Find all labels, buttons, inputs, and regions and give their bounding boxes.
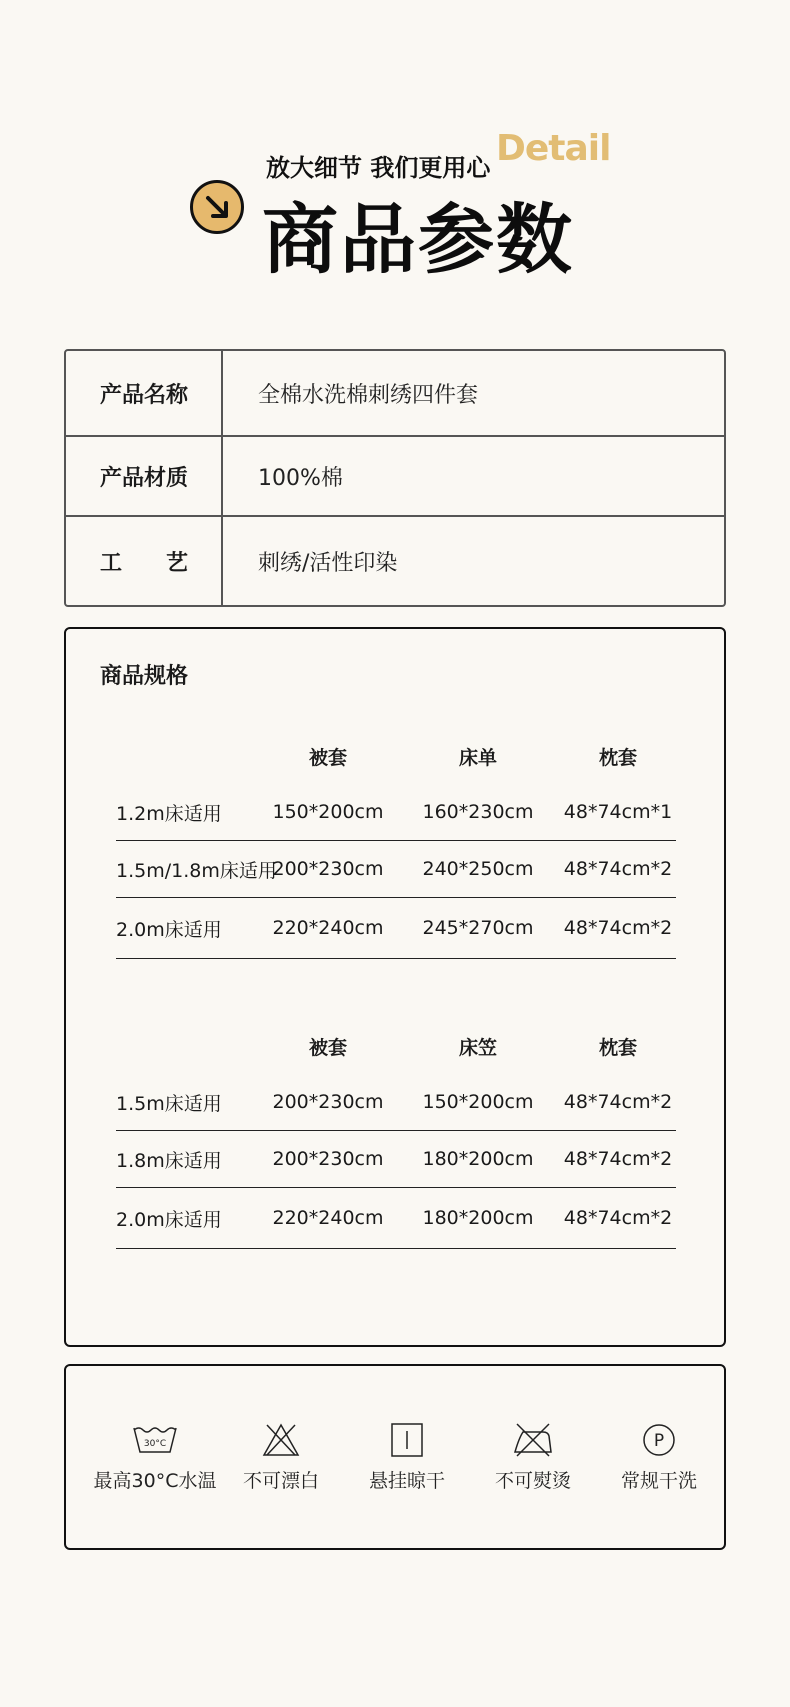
table-row [116, 1188, 676, 1249]
table-cell: 200*230cm [272, 858, 384, 880]
table-cell: 48*74cm*1 [563, 801, 673, 823]
care-label: 最高30°C水温 [93, 1470, 217, 1492]
table-cell: 240*250cm [422, 858, 534, 880]
care-instructions [64, 1364, 726, 1550]
care-label: 不可漂白 [242, 1470, 319, 1492]
care-item-dryclean [594, 1422, 724, 1493]
info-value: 100%棉 [258, 465, 343, 491]
care-item-bleach [216, 1422, 346, 1493]
table-cell: 48*74cm*2 [563, 1148, 673, 1170]
table-cell: 48*74cm*2 [563, 917, 673, 939]
wash-30-icon [131, 1422, 179, 1458]
table-cell: 200*230cm [272, 1148, 384, 1170]
info-label: 工 艺 [66, 517, 223, 605]
table-cell: 245*270cm [422, 917, 534, 939]
no-iron-icon [511, 1422, 555, 1458]
care-label: 不可熨烫 [494, 1470, 571, 1492]
care-label: 悬挂晾干 [368, 1470, 445, 1492]
table-cell: 160*230cm [422, 801, 534, 823]
detail-word: Detail [496, 128, 611, 169]
table-cell: 220*240cm [272, 917, 384, 939]
table-cell: 180*200cm [422, 1207, 534, 1229]
product-info-table [64, 349, 726, 607]
header-cell: 床笠 [458, 1036, 497, 1059]
no-bleach-icon [261, 1422, 301, 1458]
table-cell: 1.5m/1.8m床适用 [116, 859, 277, 882]
table-cell: 48*74cm*2 [563, 1207, 673, 1229]
header-subtitle: 放大细节 我们更用心 [266, 154, 491, 182]
spec-title: 商品规格 [100, 664, 189, 689]
table-cell: 150*200cm [272, 801, 384, 823]
table-cell: 2.0m床适用 [116, 1208, 222, 1231]
table-cell: 1.8m床适用 [116, 1149, 222, 1172]
care-label: 常规干洗 [620, 1470, 697, 1492]
dry-clean-p-icon [641, 1422, 677, 1458]
care-item-wash [90, 1422, 220, 1493]
line-dry-icon [389, 1422, 425, 1458]
header-cell: 枕套 [598, 746, 637, 769]
svg-text:30°C: 30°C [143, 1439, 167, 1449]
table-cell: 1.2m床适用 [116, 802, 222, 825]
header-cell: 床单 [458, 746, 497, 769]
table-header [116, 728, 676, 784]
table-row [116, 1131, 676, 1188]
table-row [116, 1074, 676, 1131]
care-item-iron [468, 1422, 598, 1493]
table-header [116, 1018, 676, 1074]
header-cell: 被套 [308, 1036, 347, 1059]
table-cell: 2.0m床适用 [116, 918, 222, 941]
info-row-name [66, 351, 724, 437]
table-cell: 200*230cm [272, 1091, 384, 1113]
page-title: 商品参数 [262, 195, 574, 284]
table-cell: 48*74cm*2 [563, 1091, 673, 1113]
table-cell: 1.5m床适用 [116, 1092, 222, 1115]
info-row-craft [66, 517, 724, 605]
arrow-down-right-icon [190, 180, 244, 234]
care-item-dry [342, 1422, 472, 1493]
info-value: 刺绣/活性印染 [258, 550, 398, 576]
table-cell: 220*240cm [272, 1207, 384, 1229]
header [0, 0, 790, 300]
info-row-material [66, 437, 724, 517]
spec-section [64, 627, 726, 1347]
info-value: 全棉水洗棉刺绣四件套 [258, 382, 479, 408]
svg-text:P: P [653, 1431, 665, 1451]
table-row [116, 898, 676, 959]
table-cell: 48*74cm*2 [563, 858, 673, 880]
table-cell: 150*200cm [422, 1091, 534, 1113]
header-cell: 被套 [308, 746, 347, 769]
info-label: 产品名称 [66, 351, 223, 435]
table-row [116, 841, 676, 898]
header-cell: 枕套 [598, 1036, 637, 1059]
info-label: 产品材质 [66, 437, 223, 515]
table-cell: 180*200cm [422, 1148, 534, 1170]
table-row [116, 784, 676, 841]
